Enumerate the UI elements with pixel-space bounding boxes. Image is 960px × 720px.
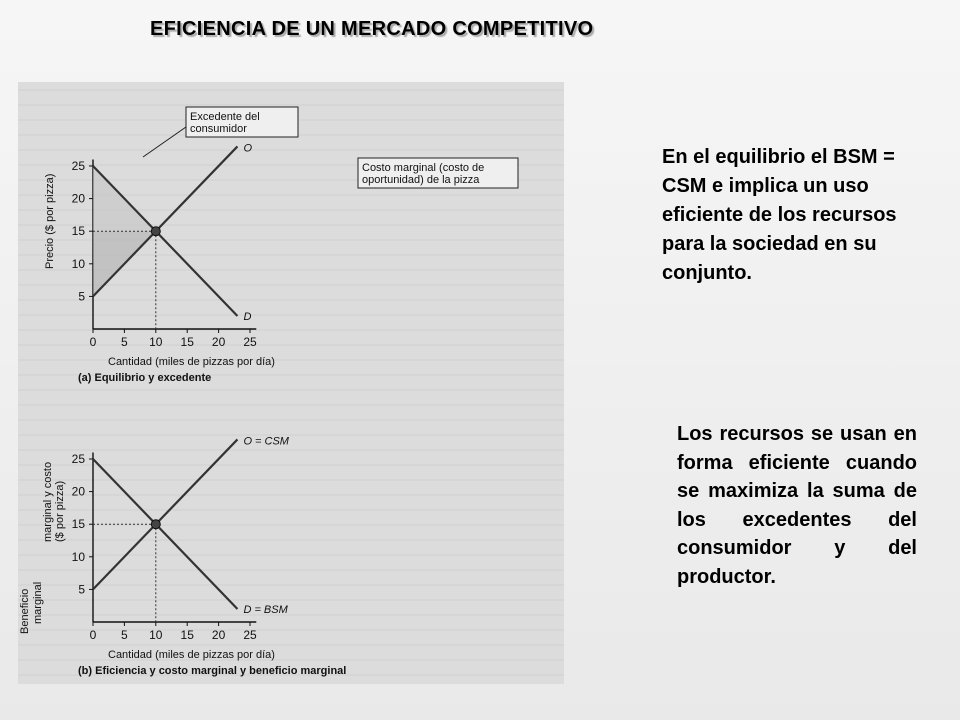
series-line-b-0 — [93, 439, 237, 589]
x-tick-label-b: 0 — [89, 628, 97, 642]
series-line-b-1 — [93, 459, 237, 609]
y-tick-label-a: 25 — [71, 159, 85, 173]
y-tick-label-b: 15 — [71, 517, 85, 532]
y-tick-label-b: 5 — [78, 582, 85, 597]
annotation-consumer-surplus-line: consumidor — [190, 123, 247, 135]
y-tick-label-a: 15 — [71, 224, 85, 239]
equilibrium-point-a — [151, 227, 160, 236]
y-axis-title-a: Precio ($ por pizza) — [44, 173, 56, 269]
y-tick-label-a: 10 — [71, 256, 85, 271]
x-tick-label-a: 20 — [211, 335, 226, 349]
panel-title-a: (a) Equilibrio y excedente — [78, 372, 212, 384]
annotation-marginal-cost-line: oportunidad) de la pizza — [362, 174, 480, 186]
y-axis-title-b-line2: ($ por pizza) — [54, 480, 66, 542]
x-tick-label-b: 10 — [149, 628, 163, 642]
y-axis-title-b-line4: marginal — [32, 581, 44, 624]
x-tick-label-b: 15 — [180, 628, 194, 642]
scanned-figure — [18, 82, 564, 684]
y-axis-title-b-line1: marginal y costo — [42, 461, 54, 542]
economics-chart — [18, 82, 564, 684]
x-tick-label-b: 25 — [243, 628, 257, 642]
y-tick-label-a: 20 — [71, 191, 85, 206]
y-tick-label-b: 25 — [71, 452, 85, 466]
x-tick-label-a: 0 — [89, 335, 97, 349]
annotation-consumer-surplus-leader — [143, 127, 186, 157]
x-tick-label-a: 10 — [149, 335, 163, 349]
x-axis-title-b: Cantidad (miles de pizzas por día) — [108, 649, 275, 661]
y-axis-title-b-line3: Beneficio — [19, 588, 31, 634]
x-tick-label-a: 5 — [121, 335, 128, 349]
supply-label-b: O = CSM — [243, 435, 289, 448]
demand-label-a: D — [243, 310, 252, 323]
slide-title: EFICIENCIA DE UN MERCADO COMPETITIVO — [150, 18, 594, 40]
panel-title-b: (b) Eficiencia y costo marginal y beneficio marginal — [78, 665, 347, 677]
x-tick-label-b: 5 — [121, 628, 128, 642]
demand-label-b: D = BSM — [243, 603, 288, 616]
annotation-marginal-cost-line: Costo marginal (costo de — [362, 162, 485, 174]
supply-label-a: O — [243, 142, 253, 155]
efficiency-paragraph: Los recursos se usan en forma eficiente cuando se maximiza la suma de los excedentes del consumidor y del productor. — [677, 423, 917, 588]
x-tick-label-a: 25 — [243, 335, 257, 349]
annotation-consumer-surplus-line: Excedente del — [190, 111, 260, 123]
y-tick-label-a: 5 — [78, 289, 85, 304]
x-axis-title-a: Cantidad (miles de pizzas por día) — [108, 356, 275, 368]
x-tick-label-a: 15 — [180, 335, 194, 349]
y-tick-label-b: 10 — [71, 549, 85, 564]
y-tick-label-b: 20 — [71, 484, 85, 499]
equilibrium-point-b — [151, 520, 160, 529]
x-tick-label-b: 20 — [211, 628, 226, 642]
equilibrium-paragraph: En el equilibrio el BSM = CSM e implica un uso eficiente de los recursos para la sociedad en su conjunto. — [662, 146, 897, 284]
